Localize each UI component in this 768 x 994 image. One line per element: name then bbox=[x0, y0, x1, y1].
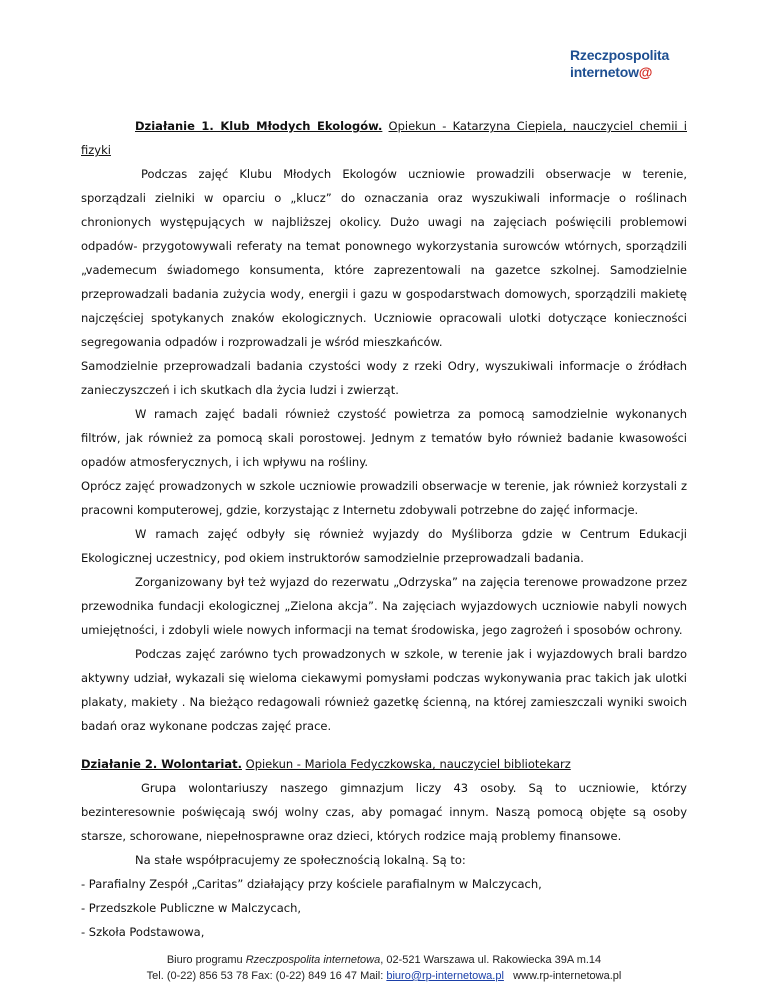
footer-prefix: Biuro programu bbox=[166, 954, 246, 966]
footer-address-line bbox=[0, 952, 768, 968]
section-gap bbox=[81, 738, 687, 752]
section-1-heading bbox=[81, 114, 687, 162]
at-sign-icon: @ bbox=[638, 64, 653, 80]
footer-contact-line bbox=[0, 968, 768, 984]
document-body bbox=[81, 114, 687, 944]
paragraph: W ramach zajęć odbyły się również wyjazdy do Myśliborza gdzie w Centrum Edukacji Ekologicznej uczestnicy, pod okiem instruktorów samodzielnie przeprowadzali badania. bbox=[81, 527, 687, 565]
paragraph: W ramach zajęć badali również czystość powietrza za pomocą samodzielnie wykonanych filtrów, jak również za pomocą skali porostowej. Jednym z tematów było również badanie kwasowości opadów atmosferycznych, i ich wpływu na rośliny. bbox=[81, 407, 687, 469]
paragraph: Zorganizowany był też wyjazd do rezerwatu „Odrzyska” na zajęcia terenowe prowadzone przez przewodnika fundacji ekologicznej „Zielona akcja”. Na zajęciach wyjazdowych uczniowie nabyli nowych umiejętności, i zdobyli wiele nowych informacji na temat środowiska, jego zagrożeń i sposobów ochrony. bbox=[81, 575, 687, 637]
footer-email-link[interactable]: biuro@rp-internetowa.pl bbox=[386, 970, 504, 982]
footer-address: , 02-521 Warszawa ul. Rakowiecka 39A m.14 bbox=[380, 954, 602, 966]
paragraph: Grupa wolontariuszy naszego gimnazjum liczy 43 osoby. Są to uczniowie, którzy bezinteresownie poświęcają swój wolny czas, aby pomagać innym. Naszą pomocą objęte są osoby starsze, schorowane, niepełnosprawne oraz dzieci, których rodzice mają problemy finansowe. bbox=[81, 781, 687, 843]
paragraph: Podczas zajęć zarówno tych prowadzonych w szkole, w terenie jak i wyjazdowych brali bardzo aktywny udział, wykazali się wieloma ciekawymi pomysłami podczas wykonywania prac takich jak ulotki plakaty, makiety . Na bieżąco redagowali również gazetkę ścienną, na której zamieszczali wyniki swoich badań oraz wykonane podczas zajęć prace. bbox=[81, 647, 687, 733]
section-2-tutor: Opiekun - Mariola Fedyczkowska, nauczyciel bibliotekarz bbox=[245, 757, 571, 771]
logo-line-2 bbox=[570, 65, 660, 79]
list-item: - Przedszkole Publiczne w Malczycach, bbox=[81, 901, 302, 915]
paragraph: Na stałe współpracujemy ze społecznością lokalną. Są to: bbox=[135, 853, 466, 867]
paragraph: Podczas zajęć Klubu Młodych Ekologów uczniowie prowadzili obserwacje w terenie, sporządzali zielniki w oparciu o „klucz” do oznaczania oraz wyszukiwali informacje o roślinach chronionych występujących w najbliższej okolicy. Dużo uwagi na zajęciach poświęcili problemowi odpadów- przygotowywali referaty na temat ponownego wykorzystania surowców wtórnych, sporządzili „vademecum świadomego konsumenta, które zaprezentowali na gazetce szkolnej. Samodzielnie przeprowadzali badania zużycia wody, energii i gazu w gospodarstwach domowych, sporządzili makietę najczęściej spotykanych znaków ekologicznych. Uczniowie opracowali ulotki dotyczące konieczności segregowania odpadów i rozprowadzali je wśród mieszkańców. bbox=[81, 167, 687, 349]
section-1-tutor: Opiekun - Katarzyna Ciepiela, nauczyciel chemii i fizyki bbox=[81, 119, 687, 157]
logo-line-2-text: internetow bbox=[570, 64, 639, 80]
footer-website[interactable]: www.rp-internetowa.pl bbox=[513, 970, 622, 982]
section-2-heading bbox=[81, 752, 687, 776]
section-2-title: Działanie 2. Wolontariat. bbox=[81, 757, 242, 771]
footer-phones: Tel. (0-22) 856 53 78 Fax: (0-22) 849 16 47 Mail: bbox=[146, 970, 387, 982]
paragraph: Samodzielnie przeprowadzali badania czystości wody z rzeki Odry, wyszukiwali informacje o źródłach zanieczyszczeń i ich skutkach dla życia ludzi i zwierząt. bbox=[81, 359, 687, 397]
list-item: - Parafialny Zespół „Caritas” działający przy kościele parafialnym w Malczycach, bbox=[81, 877, 542, 891]
footer bbox=[0, 952, 768, 984]
footer-program-name: Rzeczpospolita internetowa bbox=[245, 954, 381, 966]
paragraph: Oprócz zajęć prowadzonych w szkole uczniowie prowadzili obserwacje w terenie, jak również korzystali z pracowni komputerowej, gdzie, korzystając z Internetu zdobywali potrzebne do zajęć informacje. bbox=[81, 479, 687, 517]
list-item: - Szkoła Podstawowa, bbox=[81, 925, 205, 939]
logo-line-1: Rzeczpospolita bbox=[570, 47, 670, 63]
section-1-title: Działanie 1. Klub Młodych Ekologów. bbox=[135, 119, 383, 133]
logo bbox=[570, 47, 670, 80]
